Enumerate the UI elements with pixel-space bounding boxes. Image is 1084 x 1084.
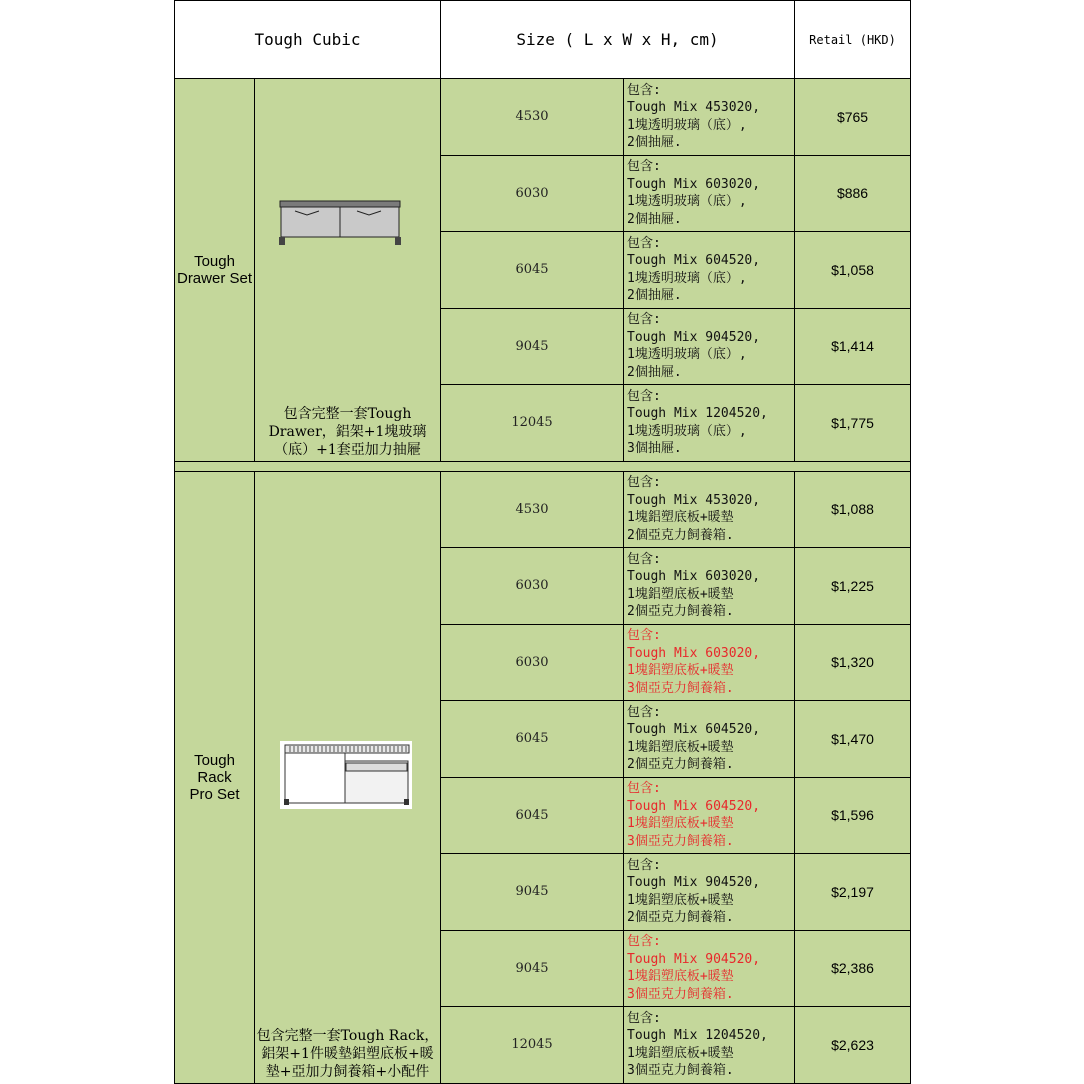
price-cell: $886: [795, 155, 911, 232]
contents-cell: 包含: Tough Mix 603020, 1塊鋁塑底板+暖墊 2個亞克力飼養箱.: [624, 548, 795, 625]
contents-cell: 包含: Tough Mix 1204520, 1塊鋁塑底板+暖墊 3個亞克力飼養箱.: [624, 1007, 795, 1084]
size-cell: 6030: [441, 155, 624, 232]
product-name-cell: [175, 471, 255, 1083]
rack-pro-set-image: [280, 741, 412, 809]
contents-cell: 包含: Tough Mix 1204520, 1塊透明玻璃（底）, 3個抽屜.: [624, 385, 795, 462]
price-cell: $1,058: [795, 232, 911, 309]
size-cell: 6030: [441, 548, 624, 625]
product-name-cell: [175, 79, 255, 462]
product-name-line: Pro Set: [189, 785, 240, 803]
contents-cell: 包含: Tough Mix 453020, 1塊鋁塑底板+暖墊 2個亞克力飼養箱.: [624, 471, 795, 548]
size-cell: 4530: [441, 79, 624, 156]
header-size: Size ( L x W x H, cm): [441, 1, 795, 79]
price-cell: $1,775: [795, 385, 911, 462]
product-name-line: Tough: [194, 252, 235, 270]
price-cell: $765: [795, 79, 911, 156]
drawer-set-image: [277, 198, 403, 254]
table-row: [175, 79, 911, 156]
contents-cell: 包含: Tough Mix 603020, 1塊透明玻璃（底）, 2個抽屜.: [624, 155, 795, 232]
size-cell: 9045: [441, 854, 624, 931]
header-retail: Retail (HKD): [795, 1, 911, 79]
package-note: 包含完整一套Tough Rack，鋁架+1件暖墊鋁塑底板+暖墊+亞加力飼養箱+小配件: [256, 1027, 439, 1080]
product-image-cell: [255, 471, 441, 1083]
price-cell: $1,596: [795, 777, 911, 854]
price-cell: $2,386: [795, 930, 911, 1007]
size-cell: 9045: [441, 308, 624, 385]
product-name-line: Tough: [194, 751, 235, 769]
price-table: [174, 0, 911, 1084]
price-cell: $1,320: [795, 624, 911, 701]
product-name-line: Drawer Set: [176, 269, 253, 287]
contents-cell: 包含: Tough Mix 904520, 1塊透明玻璃（底）, 2個抽屜.: [624, 308, 795, 385]
header-product: Tough Cubic: [175, 1, 441, 79]
contents-cell: 包含: Tough Mix 603020, 1塊鋁塑底板+暖墊 3個亞克力飼養箱.: [624, 624, 795, 701]
size-cell: 6030: [441, 624, 624, 701]
contents-cell: 包含: Tough Mix 604520, 1塊透明玻璃（底）, 2個抽屜.: [624, 232, 795, 309]
table-row: [175, 471, 911, 548]
size-cell: 12045: [441, 1007, 624, 1084]
size-cell: 12045: [441, 385, 624, 462]
size-cell: 6045: [441, 232, 624, 309]
header-row: [175, 1, 911, 79]
size-cell: 6045: [441, 777, 624, 854]
size-cell: 9045: [441, 930, 624, 1007]
price-cell: $1,414: [795, 308, 911, 385]
price-table-sheet: [174, 0, 910, 1084]
contents-cell: 包含: Tough Mix 453020, 1塊透明玻璃（底）, 2個抽屜.: [624, 79, 795, 156]
contents-cell: 包含: Tough Mix 604520, 1塊鋁塑底板+暖墊 2個亞克力飼養箱.: [624, 701, 795, 778]
product-image-cell: [255, 79, 441, 462]
size-cell: 6045: [441, 701, 624, 778]
contents-cell: 包含: Tough Mix 904520, 1塊鋁塑底板+暖墊 2個亞克力飼養箱.: [624, 854, 795, 931]
contents-cell: 包含: Tough Mix 604520, 1塊鋁塑底板+暖墊 3個亞克力飼養箱.: [624, 777, 795, 854]
contents-cell: 包含: Tough Mix 904520, 1塊鋁塑底板+暖墊 3個亞克力飼養箱.: [624, 930, 795, 1007]
price-cell: $1,225: [795, 548, 911, 625]
price-cell: $1,088: [795, 471, 911, 548]
price-cell: $1,470: [795, 701, 911, 778]
product-name-line: Rack: [197, 768, 232, 786]
price-cell: $2,197: [795, 854, 911, 931]
group-separator: [175, 461, 911, 471]
size-cell: 4530: [441, 471, 624, 548]
price-cell: $2,623: [795, 1007, 911, 1084]
package-note: 包含完整一套Tough Drawer，鋁架+1塊玻璃（底）+1套亞加力抽屜: [268, 405, 427, 458]
separator-cell: [175, 461, 911, 471]
